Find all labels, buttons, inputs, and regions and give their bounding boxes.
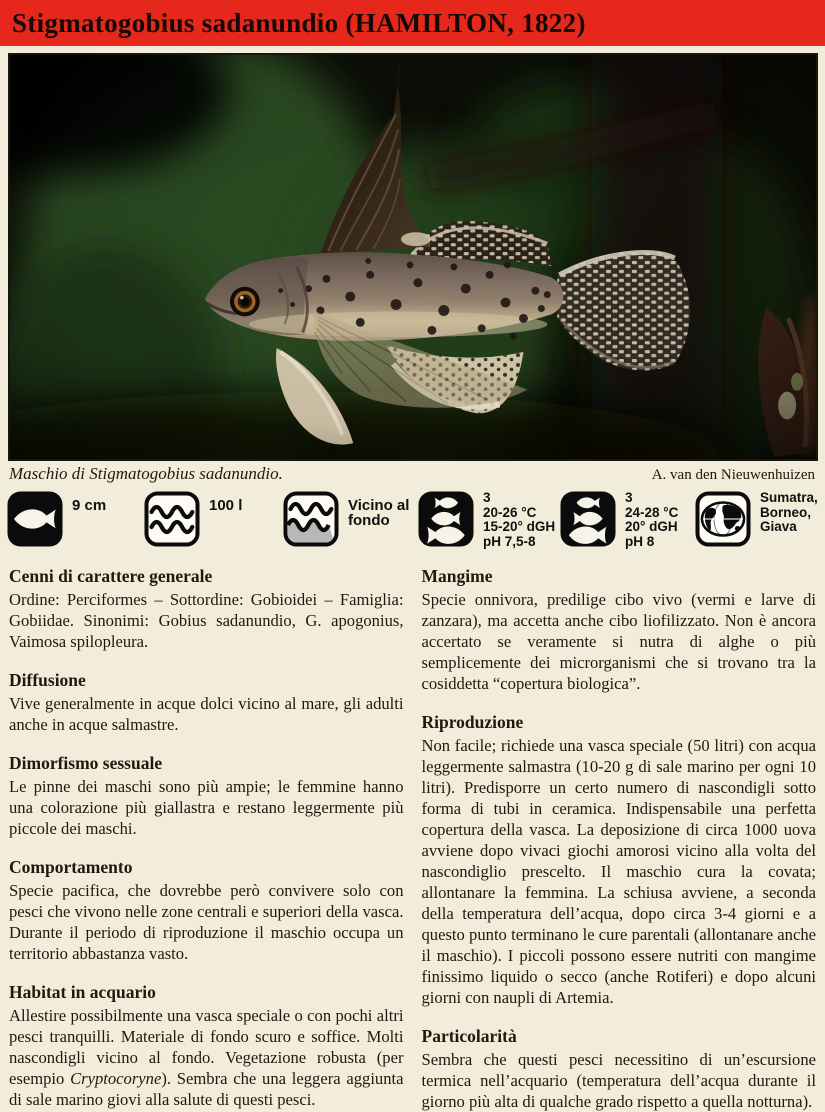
- section-body: Vive generalmente in acque dolci vicino al mare, gli adulti anche in acque salmastre.: [9, 694, 404, 734]
- section-body: Allestire possibilmente una vasca speciale o con pochi altri pesci tranquilli. Materiale di fondo scuro e soffice. Molti nascondigli vicino al fondo. Vegetazione robusta (per esempio Cryptocoryne). Sembra che una leggera aggiunta di sale marino giovi alla salute di questi pesci.: [9, 1006, 404, 1109]
- section-dimorfismo: [9, 753, 404, 839]
- spec-volume-label: 100 l: [209, 497, 243, 514]
- section-heading: Diffusione: [9, 670, 86, 690]
- section-heading: Riproduzione: [421, 712, 524, 732]
- tank-volume-icon: [143, 490, 201, 548]
- photo-caption: Maschio di Stigmatogobius sadanundio.: [9, 464, 283, 483]
- section-heading: Dimorfismo sessuale: [9, 753, 163, 773]
- section-cenni: [9, 566, 404, 652]
- breeding-water-values-icon: [559, 490, 617, 548]
- fish-photo-illustration: [10, 55, 816, 459]
- section-mangime: [422, 566, 817, 694]
- article-columns: [9, 566, 816, 1112]
- section-heading: Habitat in acquario: [9, 982, 156, 1002]
- tank-zone-icon: [282, 490, 340, 548]
- spec-zone-label: Vicino al fondo: [348, 497, 410, 529]
- fish-photo: [8, 53, 818, 461]
- water-values-icon: [417, 490, 475, 548]
- species-spec-row: [0, 488, 825, 554]
- section-heading: Cenni di carattere generale: [9, 566, 213, 586]
- section-habitat: [9, 982, 404, 1110]
- section-comportamento: [9, 857, 404, 964]
- species-title: Stigmatogobius sadanundio (HAMILTON, 1822): [12, 7, 586, 38]
- section-body: Non facile; richiede una vasca speciale (50 litri) con acqua leggermente salmastra (10-20 g di sale marino per ogni 10 litri). Predisporre un certo numero di nascondigli sotto forma di tubi in ceramica. Indispensabile una perfetta copertura della vasca. La deposizione di circa 1000 uova avviene dopo vivaci giochi amorosi vicino alla volta del nascondiglio prescelto. Il maschio cura la covata; allontanare la femmina. La schiusa avviene, a seconda della temperatura dell’acqua, dopo circa 3-4 giorni e a questo punto terminano le cure parentali (allontanare anche il maschio). I piccoli possono essere nutriti con mangime finissimo liquido o secco (anche Rotiferi) e dopo alcuni giorni con naupli di Artemia.: [421, 736, 816, 1007]
- section-heading: Mangime: [421, 566, 493, 586]
- spec-volume: [143, 490, 242, 548]
- fish-size-icon: [6, 490, 64, 548]
- section-diffusione: [9, 670, 404, 735]
- section-heading: Particolarità: [421, 1026, 517, 1046]
- right-column: [422, 566, 817, 1112]
- section-body: Sembra che questi pesci necessitino di un’escursione termica nell’acquario (temperatura dell’acqua durante il giorno più alta di qualche grado rispetto a quella notturna).: [421, 1050, 816, 1111]
- section-body: Ordine: Perciformes – Sottordine: Gobioidei – Famiglia: Gobiidae. Sinonimi: Gobius sadanundio, G. apogonius, Vaimosa spilopleura.: [9, 590, 404, 651]
- spec-size: [6, 490, 106, 548]
- spec-size-label: 9 cm: [72, 497, 107, 514]
- section-riproduzione: [422, 712, 817, 1008]
- species-title-bar: [0, 0, 825, 46]
- left-column: [9, 566, 404, 1112]
- spec-breeding-water-label: 3 24-28 °C 20° dGH pH 8: [625, 490, 679, 549]
- distribution-globe-icon: [694, 490, 752, 548]
- section-body: Le pinne dei maschi sono più ampie; le femmine hanno una colorazione più giallastra e restano leggermente più piccole dei maschi.: [9, 777, 404, 838]
- spec-breeding-water: [559, 490, 678, 549]
- section-body: Specie pacifica, che dovrebbe però convivere solo con pesci che vivono nelle zone centrali e superiori della vasca. Durante il periodo di riproduzione il maschio occupa un territorio abbastanza vasto.: [9, 881, 404, 963]
- spec-zone: [282, 490, 409, 548]
- section-body: Specie onnivora, predilige cibo vivo (vermi e larve di zanzara), ma accetta anche cibo liofilizzato. Non è ancora accertato se veramente si nutra di alghe o più semplicemente dei microrganismi che si trovano tra la cosiddetta “copertura biologica”.: [421, 590, 816, 693]
- photo-caption-row: [9, 464, 815, 484]
- spec-water: [417, 490, 555, 549]
- spec-distribution-label: Sumatra, Borneo, Giava: [760, 490, 818, 534]
- spec-distribution: [694, 490, 818, 548]
- photo-credit: A. van den Nieuwenhuizen: [651, 467, 815, 483]
- section-heading: Comportamento: [9, 857, 133, 877]
- spec-water-label: 3 20-26 °C 15-20° dGH pH 7,5-8: [483, 490, 556, 549]
- genus-name: Cryptocoryne: [70, 1069, 162, 1088]
- section-particolarita: [422, 1026, 817, 1112]
